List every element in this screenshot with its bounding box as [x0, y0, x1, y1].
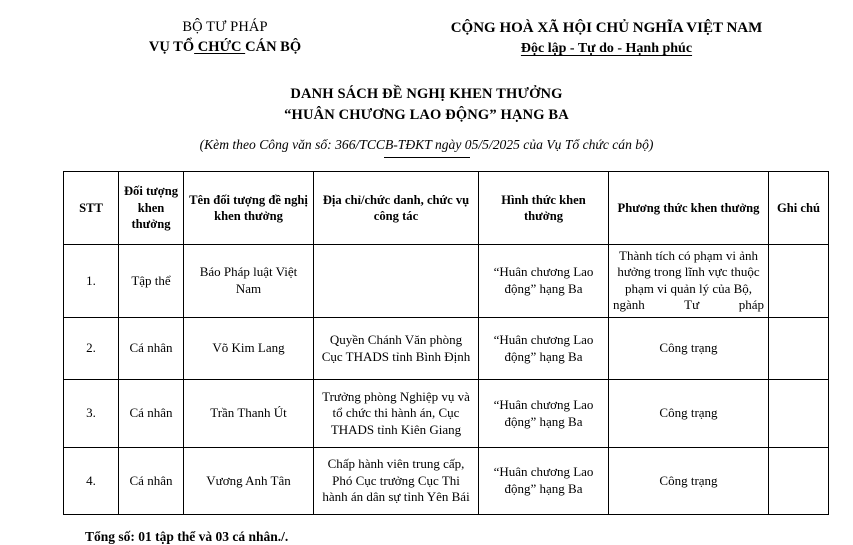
document-masthead: [0, 0, 853, 60]
cell-notes: [769, 380, 829, 448]
award-table: [63, 171, 829, 516]
national-title: CỘNG HOÀ XÃ HỘI CHỦ NGHĨA VIỆT NAM: [450, 20, 763, 36]
cell-notes: [769, 244, 829, 318]
cell-recipient-name: Võ Kim Lang: [184, 318, 314, 380]
cell-award-method: Công trạng: [609, 380, 769, 448]
ministry-name: BỘ TƯ PHÁP: [182, 19, 268, 35]
cell-stt: 4.: [64, 448, 119, 515]
cell-recipient-type: Cá nhân: [119, 448, 184, 515]
cell-notes: [769, 448, 829, 515]
cell-recipient-type: Cá nhân: [119, 380, 184, 448]
column-header-notes: Ghi chú: [769, 171, 829, 244]
national-motto-text: Độc lập - Tự do - Hạnh phúc: [520, 41, 693, 57]
cell-award-method: Công trạng: [609, 318, 769, 380]
cell-recipient-name: Trần Thanh Út: [184, 380, 314, 448]
department-name-post: CÁN BỘ: [245, 38, 302, 55]
column-header-award-form: Hình thức khen thưởng: [479, 171, 609, 244]
table-row: [64, 244, 829, 318]
cell-award-form: “Huân chương Lao động” hạng Ba: [479, 448, 609, 515]
table-row: [64, 380, 829, 448]
department-name-pre: VỤ TỔ: [148, 38, 195, 55]
issuing-agency-block: [60, 18, 390, 57]
cell-recipient-name: Báo Pháp luật Việt Nam: [184, 244, 314, 318]
award-table-wrapper: [0, 171, 853, 516]
cell-stt: 3.: [64, 380, 119, 448]
column-header-recipient-name: Tên đối tượng đề nghị khen thưởng: [184, 171, 314, 244]
document-title-line2: “HUÂN CHƯƠNG LAO ĐỘNG” HẠNG BA: [284, 106, 569, 123]
table-row: [64, 448, 829, 515]
cell-award-method: Công trạng: [609, 448, 769, 515]
cell-stt: 1.: [64, 244, 119, 318]
cell-award-form: “Huân chương Lao động” hạng Ba: [479, 318, 609, 380]
column-header-award-method: Phương thức khen thưởng: [609, 171, 769, 244]
cell-award-form: “Huân chương Lao động” hạng Ba: [479, 380, 609, 448]
cell-award-form: “Huân chương Lao động” hạng Ba: [479, 244, 609, 318]
subtitle-rule-wrapper: [0, 157, 853, 158]
total-summary: Tổng số: 01 tập thể và 03 cá nhân./.: [85, 529, 289, 545]
cell-address-position: Chấp hành viên trung cấp, Phó Cục trưởng Cục Thi hành án dân sự tỉnh Yên Bái: [314, 448, 479, 515]
column-header-address-position: Địa chỉ/chức danh, chức vụ công tác: [314, 171, 479, 244]
table-header-row: [64, 171, 829, 244]
document-subtitle: (Kèm theo Công văn số: 366/TCCB-TĐKT ngày 05/5/2025 của Vụ Tổ chức cán bộ): [199, 136, 654, 152]
cell-address-position: Trưởng phòng Nghiệp vụ và tổ chức thi hành án, Cục THADS tỉnh Kiên Giang: [314, 380, 479, 448]
cell-recipient-type: Cá nhân: [119, 318, 184, 380]
cell-recipient-type: Tập thể: [119, 244, 184, 318]
document-title-line1: DANH SÁCH ĐỀ NGHỊ KHEN THƯỞNG: [290, 85, 563, 102]
column-header-stt: STT: [64, 171, 119, 244]
horizontal-rule: [384, 157, 470, 158]
cell-recipient-name: Vương Anh Tân: [184, 448, 314, 515]
cell-notes: [769, 318, 829, 380]
department-name-underlined: CHỨC: [194, 38, 246, 55]
table-row: [64, 318, 829, 380]
cell-address-position: Quyền Chánh Văn phòng Cục THADS tỉnh Bình Định: [314, 318, 479, 380]
national-motto: [390, 39, 823, 59]
national-heading-block: [390, 18, 853, 60]
cell-stt: 2.: [64, 318, 119, 380]
column-header-recipient-type: Đối tượng khen thưởng: [119, 171, 184, 244]
cell-address-position: [314, 244, 479, 318]
department-name: [60, 38, 390, 58]
title-block: [0, 84, 853, 158]
cell-award-method: Thành tích có phạm vi ảnh hưởng trong lĩnh vực thuộc phạm vi quản lý của Bộ, ngành Tư pháp: [609, 244, 769, 318]
